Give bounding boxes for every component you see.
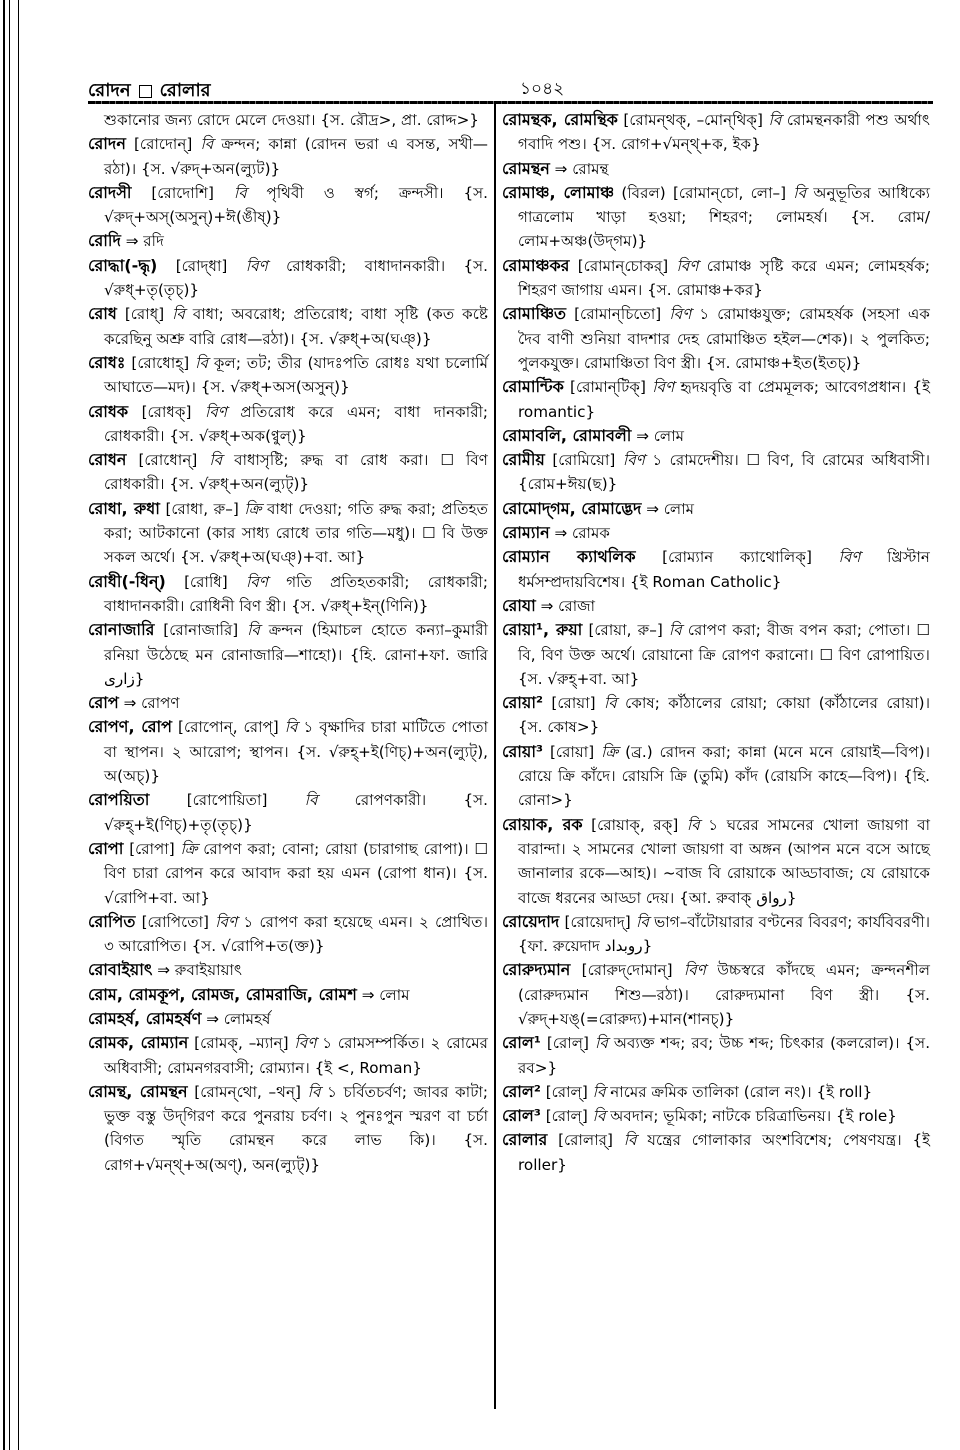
dictionary-entry: [502, 1104, 930, 1128]
part-of-speech: বিণ: [294, 1034, 317, 1053]
definition-text: যন্ত্রের গোলাকার অংশবিশেষ; পেষণযন্ত্র। {ই roller}: [518, 1131, 931, 1174]
dictionary-entry: [88, 229, 488, 253]
dictionary-entry: [88, 1007, 488, 1031]
dictionary-entry: [502, 594, 930, 618]
pronunciation: [রোল্]: [546, 1034, 589, 1053]
part-of-speech: বিণ: [245, 572, 268, 591]
part-of-speech: বি: [592, 1082, 606, 1101]
definition-text: ১ বৃক্ষাদির চারা মাটিতে পোতা বা স্থাপন। ২ আরোপ; স্থাপন। {স. √রুহ্+ই(ণিচ্)+অন(ল্যুট্), অ(অচ্)}: [104, 718, 489, 786]
definition-text: ক্রন্দন (হিমাচল হোতে কন্যা–কুমারী রনিয়া উঠেছে মন রোনাজারি—শাহো)। {হি. রোনা+ফা. জারি زاری}: [104, 621, 489, 688]
definition-text: প্রতিরোধ করে এমন; বাধা দানকারী; রোধকারী। {স. √রুধ্+অক(ণ্বুল্)}: [104, 402, 489, 445]
header-rule: [88, 101, 933, 104]
part-of-speech: বিণ: [683, 961, 706, 980]
headword: রোমীয়: [502, 450, 545, 470]
headword: রোমাবলি, রোমাবলী: [502, 425, 632, 445]
headword: রোমক, রোম্যান: [88, 1033, 189, 1053]
headword: রোদ্ধা(-দ্ধৃ): [88, 255, 158, 275]
dictionary-entry: [502, 691, 930, 740]
part-of-speech: বিণ: [676, 256, 699, 275]
pronunciation: [রোমান্‌চিতো]: [574, 305, 662, 324]
definition-text: (ব্র.) রোদন করা; কান্না (মনে মনে রোয়াই—বিপ)। রোয়ে ক্রি কাঁদে। রোয়সি ক্রি (তুমি) কাঁদ (রোয়সি কাহে—বিপ)। {হি. রোনা>}: [518, 742, 931, 810]
headword: রোলার: [502, 1130, 548, 1150]
definition-text: ১ চর্বিতচর্বণ; জাবর কাটা; ভুক্ত বস্তু উদ্‌গিরণ করে পুনরায় চর্বণ। ২ পুনঃপুন স্মরণ বা চর্চা (বিগত স্মৃতি রোমন্থন করে লাভ কি)। {স. রোগ+√মন্থ্+অ(অণ্), অন(ল্যুট্)}: [104, 1082, 489, 1174]
headword: রোযা: [502, 595, 536, 615]
definition-text: ⇒ রুবাইয়ায়াৎ: [157, 961, 243, 980]
dictionary-entry: [502, 545, 930, 594]
headword: রোয়া²: [502, 693, 544, 713]
pronunciation: [রোপোয়িতা]: [186, 791, 268, 810]
headword: রোধা, রুধা: [88, 498, 160, 518]
part-of-speech: বি: [172, 305, 185, 324]
headword: রোম্যান ক্যাথলিক: [502, 547, 636, 567]
pronunciation: [রোধক্]: [141, 402, 192, 421]
definition-text: ১ রোমসম্পর্কিত। ২ রোমের অধিবাসী; রোমনগরবাসী; রোম্যান। {ই <, Roman}: [104, 1034, 489, 1077]
definition-text: ⇒ রোমন্থ: [554, 159, 609, 178]
part-of-speech: বি: [209, 451, 223, 470]
dictionary-entry: [88, 910, 488, 959]
definition-text: ১ রোমাঞ্চযুক্ত; রোমহর্ষক (সহসা এক দৈব বাণী শুনিয়া বাদশার দেহ রোমাঞ্চিত হইল—শেক)। ২ পুলকিত; পুলকযুক্ত। রোমাঞ্চিতা বিণ স্ত্রী। {স. রোমাঞ্চ+ইত(ইতচ্)}: [518, 305, 931, 372]
definition-text: ⇒ রোজা: [540, 596, 596, 615]
part-of-speech: বি: [623, 1131, 637, 1150]
pronunciation: [রোলার্]: [558, 1131, 613, 1150]
pronunciation: [রোয়েদাদ্]: [564, 912, 631, 931]
definition-text: বাধা; অবরোধ; প্রতিরোধ; বাধা সৃষ্টি (কত কষ্টে করেছিনু অশ্রু বারি রোধ—রঠা)। {স. √রুধ্+অ(ঘঞ্)}: [104, 305, 489, 348]
headword: রোপণ, রোপ: [88, 717, 173, 737]
pronunciation: [রোধি]: [184, 572, 228, 591]
definition-text: অনুভূতির আধিক্যে গাত্রলোম খাড়া হওয়া; শিহরণ; লোমহর্ষ। {স. রোম/লোম+অঞ্চ(উদ্‌গম)}: [518, 183, 931, 251]
definition-text: বাধা দেওয়া; গতি রুদ্ধ করা; প্রতিহত করা; আটকানো (কার সাধ্য রোধে তার গতি—মধু)। ☐ বি উক্ত সকল অর্থে। {স. √রুধ্+অ(ঘঞ্)+বা. আ}: [104, 499, 488, 567]
dictionary-entry: [502, 157, 930, 181]
dictionary-entry: [502, 813, 930, 910]
definition-text: ⇒ লোম: [646, 499, 695, 518]
headword: রোধক: [88, 401, 129, 421]
headword: রোমাঞ্চিত: [502, 304, 567, 324]
dictionary-entry: [88, 302, 488, 351]
headword: রোয়া³: [502, 741, 544, 761]
headword: রোদি: [88, 231, 121, 251]
part-of-speech: বি: [233, 183, 247, 202]
dictionary-entry: [88, 715, 488, 788]
dictionary-entry: [88, 570, 488, 619]
part-of-speech: বি: [592, 1107, 606, 1126]
definition-text: ⇒ রোপণ: [123, 694, 180, 713]
headword: রোয়াক, রক: [502, 814, 583, 834]
pronunciation: [রোল্]: [545, 1107, 588, 1126]
headword: রোরুদ্যমান: [502, 960, 571, 980]
dictionary-entry: [502, 448, 930, 497]
dictionary-entry: [502, 181, 930, 254]
page-header: [88, 76, 933, 101]
headword: রোপিত: [88, 911, 136, 931]
definition-text: ১ ঘরের সামনের খোলা জায়গা বা বারান্দা। ২ সামনের খোলা জায়গা বা অঙ্গন (আপন মনে বসে আছে জানালার রকে—আহ)। ~বাজ বি রোয়াকে আড্ডাবাজ; যে রোয়াকে বাজে ধরনের আড্ডা দেয়। {আ. রুবাক্ رواق}: [518, 815, 931, 907]
dictionary-entry: [502, 740, 930, 813]
dictionary-entry: [88, 983, 488, 1007]
part-of-speech: বিণ: [669, 305, 692, 324]
definition-text: রোপণ করা; বীজ বপন করা; পোতা। ☐ বি, বিণ উক্ত অর্থে। রোয়ানো ক্রি রোপণ করানো। ☐ বিণ রোপায়িত। {স. √রুহ্+বা. আ}: [518, 621, 931, 688]
dictionary-entry: [502, 302, 930, 375]
headword: রোমহর্ষ, রোমহর্ষণ: [88, 1008, 202, 1028]
pronunciation: [রোরুদ্‌দোমান্]: [581, 961, 673, 980]
part-of-speech: বিণ: [652, 378, 675, 397]
dictionary-entry: [502, 1128, 930, 1177]
definition-text: বাধাসৃষ্টি; রুদ্ধ বা রোধ করা। ☐ বিণ রোধকারী। {স. √রুধ্+অন(ল্যুট্)}: [104, 451, 488, 494]
dictionary-entry: [502, 958, 930, 1031]
definition-text: ১ রোপণ করা হয়েছে এমন। ২ প্রোথিত। ৩ আরোপিত। {স. √রোপি+ত(ক্ত)}: [104, 912, 489, 956]
pronunciation: [রোপিতো]: [141, 912, 209, 931]
dictionary-entry: [88, 400, 488, 449]
headword: রোমন্থন: [502, 158, 550, 178]
definition-text: অবদান; ভূমিকা; নাটকে চরিত্রাভিনয়। {ই role}: [610, 1107, 897, 1126]
definition-text: খ্রিস্টান ধর্মসম্প্রদায়বিশেষ। {ই Roman Catholic}: [518, 548, 930, 591]
dictionary-entry: [88, 1080, 488, 1177]
pronunciation: [রোয়া]: [550, 742, 595, 761]
part-of-speech: বি: [307, 1082, 321, 1101]
definition-text: ⇒ লোমহর্ষ: [206, 1009, 271, 1028]
part-of-speech: ক্রি: [180, 839, 198, 858]
left-column: [88, 108, 488, 1177]
dictionary-entry: [502, 108, 930, 157]
pronunciation: [রোম্যান ক্যাথোলিক্]: [662, 548, 812, 567]
definition-text: ⇒ রদি: [125, 232, 164, 251]
dictionary-entry: [502, 1031, 930, 1080]
dictionary-entry: [88, 497, 488, 570]
headword: রোদন: [88, 134, 126, 154]
page-number: ১০৪২: [520, 79, 565, 99]
headword: রোধী(-ধিন্): [88, 571, 166, 591]
part-of-speech: বিণ: [204, 402, 227, 421]
square-separator-icon: [139, 85, 152, 98]
dictionary-entry: [88, 1031, 488, 1080]
definition-text: কোষ; কাঁঠালের রোয়া; কোয়া (কাঁঠালের রোয়া)। {স. কোষ>}: [518, 694, 931, 737]
pronunciation: [রোধোন্]: [138, 451, 198, 470]
part-of-speech: বিণ: [838, 548, 861, 567]
dictionary-entry: [88, 448, 488, 497]
dictionary-entry: [88, 618, 488, 691]
pronunciation: [রোদোশি]: [151, 183, 214, 202]
headword: রোপয়িতা: [88, 790, 150, 810]
headword: রোয়া¹, রুয়া: [502, 620, 583, 640]
part-of-speech: বি: [200, 135, 214, 154]
right-column: [502, 108, 930, 1177]
headword: রোয়েদাদ: [502, 911, 560, 931]
headword: রোল¹: [502, 1033, 541, 1053]
headword: রোধ: [88, 304, 117, 324]
dictionary-entry: [502, 618, 930, 691]
definition-text: নামের ক্রমিক তালিকা (রোল নং)। {ই roll}: [610, 1082, 873, 1101]
dictionary-entry: [502, 1080, 930, 1104]
part-of-speech: বি: [603, 694, 617, 713]
pronunciation: [রোমিয়ো]: [552, 451, 616, 470]
headword: রোল²: [502, 1081, 541, 1101]
pronunciation: [রোয়া]: [551, 694, 596, 713]
dictionary-entry: [88, 788, 488, 837]
definition-text: শুকানোর জন্য রোদে মেলে দেওয়া। {স. রৌদ্র>, প্রা. রোদ্দ>}: [104, 111, 479, 129]
dictionary-entry: [88, 837, 488, 910]
definition-text: অব্যক্ত শব্দ; রব; উচ্চ শব্দ; চিৎকার (কলরোল)। {স. রব>}: [518, 1034, 931, 1077]
headword: রোমাঞ্চকর: [502, 255, 570, 275]
definition-text: ⇒ লোম: [361, 985, 410, 1004]
definition-text: রোধকারী; বাধাদানকারী। {স. √রুধ্+তৃ(তৃচ্)}: [104, 256, 489, 300]
headword: রোমন্থক, রোমন্থিক: [502, 110, 618, 129]
scan-edge-line: [3, 0, 5, 1450]
scan-edge-line: [18, 0, 19, 1450]
pronunciation: [রোধা, রু–]: [165, 499, 239, 518]
definition-text: ১ রোমদেশীয়। ☐ বিণ, বি রোমের অধিবাসী। {রোম+ঈয়(ছ)}: [518, 451, 931, 494]
headword: রোমোদ্‌গম, রোমাদ্ভেদ: [502, 498, 642, 518]
pronunciation: [রোধোহ্]: [131, 353, 190, 372]
part-of-speech: বি: [195, 353, 208, 372]
part-of-speech: বি: [284, 718, 298, 737]
pronunciation: [রোল্]: [545, 1082, 588, 1101]
part-of-speech: বিণ: [622, 451, 645, 470]
dictionary-entry: [88, 254, 488, 303]
dictionary-entry: [502, 497, 930, 521]
pronunciation: [রোমন্‌থক্, –মোন্‌থিক্]: [623, 111, 763, 129]
column-divider: [494, 104, 496, 1409]
pronunciation: [রোনাজারি]: [163, 621, 239, 640]
definition-text: ⇒ লোম: [636, 426, 685, 445]
definition-text: রোপণ করা; বোনা; রোয়া (চারাগাছ রোপা)। ☐ বিণ চারা রোপন করে আবাদ করা হয় এমন (রোপা ধান)। {স. √রোপি+বা. আ}: [104, 839, 489, 907]
dictionary-entry: [502, 424, 930, 448]
pronunciation: [রোদ্‌ধা]: [175, 256, 228, 275]
part-of-speech: বিণ: [215, 912, 238, 931]
part-of-speech: বি: [793, 183, 807, 202]
headword: রোম্যান: [502, 523, 550, 543]
headword: রোমান্টিক: [502, 377, 564, 397]
definition-text: কূল; তট; তীর (যাদঃপতি রোধঃ যথা চলোর্মি আঘাতে—মদ)। {স. √রুধ্+অস(অসুন্)}: [104, 353, 489, 397]
pronunciation: [রোমান্‌চোকর্]: [577, 256, 669, 275]
definition-text: গতি প্রতিহতকারী; রোধকারী; বাধাদানকারী। রোধিনী বিণ স্ত্রী। {স. √রুধ্+ইন্(ণিনি)}: [104, 572, 488, 615]
headword: রোপ: [88, 693, 119, 713]
headword: রোমন্থ, রোমন্থন: [88, 1081, 188, 1101]
dictionary-entry: [502, 254, 930, 303]
pronunciation: [রোমন্‌থো, –থন্]: [194, 1082, 301, 1101]
definition-text: ভাগ–বাঁটোয়ারার বণ্টনের বিবরণ; কার্যবিবরণী। {ফা. রুয়েদাদ روبداد}: [518, 912, 931, 956]
pronunciation: [রোদোন্]: [134, 135, 193, 154]
pronunciation: [রোয়া, রু–]: [588, 621, 663, 640]
dictionary-entry: [88, 351, 488, 400]
entry-continuation: [88, 108, 488, 132]
headword: রোম, রোমকূপ, রোমজ, রোমরাজি, রোমশ: [88, 984, 357, 1004]
pronunciation: [রোপোন্, রোপ্]: [178, 718, 279, 737]
guide-word-last: রোলার: [159, 80, 211, 101]
definition-text: উচ্চস্বরে কাঁদছে এমন; ক্রন্দনশীল (রোরুদ্যমান শিশু—রঠা)। রোরুদ্যমানা বিণ স্ত্রী। {স. √রুদ্+যঙ্(=রোরুদ্য)+মান(শানচ্)}: [518, 961, 931, 1028]
dictionary-entry: [88, 958, 488, 982]
headword: রোবাইয়াৎ: [88, 960, 153, 980]
scan-edge-line: [9, 0, 10, 1450]
definition-text: রোমন্থনকারী পশু অর্থাৎ গবাদি পশু। {স. রোগ+√মন্থ্+ক, ইক}: [518, 111, 930, 154]
part-of-speech: বি: [247, 621, 260, 640]
part-of-speech: বি: [686, 815, 700, 834]
part-of-speech: বি: [768, 111, 782, 129]
part-of-speech: বি: [595, 1034, 608, 1053]
definition-text: ক্রন্দন; কান্না (রোদন ভরা এ বসন্ত, সখী—রঠা)। {স. √রুদ্+অন(ল্যুট)}: [104, 135, 488, 178]
headword: রোধঃ: [88, 352, 126, 372]
definition-text: রোপণকারী। {স. √রুহ্+ই(ণিচ্)+তৃ(তৃচ্)}: [104, 791, 488, 834]
pronunciation: [রোপা]: [129, 839, 175, 858]
pronunciation: [রোধ্]: [124, 305, 165, 324]
definition-text: হৃদয়বৃত্তি বা প্রেমমূলক; আবেগপ্রধান। {ই romantic}: [518, 378, 931, 421]
headword: রোপা: [88, 838, 124, 858]
dictionary-entry: [88, 691, 488, 715]
definition-text: ⇒ রোমক: [554, 524, 611, 543]
pronunciation: [রোয়াক্, রক্]: [591, 815, 679, 834]
part-of-speech: ক্রি: [601, 742, 619, 761]
headword: রোনাজারি: [88, 620, 155, 640]
headword: রোমাঞ্চ, লোমাঞ্চ: [502, 182, 615, 202]
guide-word-first: রোদন: [88, 80, 131, 101]
headword: রোদসী: [88, 182, 132, 202]
part-of-speech: ক্রি: [244, 499, 262, 518]
dictionary-entry: [502, 521, 930, 545]
pronunciation: (বিরল) [রোমান্‌চো, লো–]: [621, 183, 787, 202]
dictionary-entry: [88, 132, 488, 181]
definition-text: পৃথিবী ও স্বর্গ; ক্রন্দসী। {স. √রুদ্+অস্(অসুন্)+ঈ(ঙীষ্)}: [104, 183, 489, 227]
part-of-speech: বি: [635, 912, 649, 931]
headword: রোল³: [502, 1106, 541, 1126]
part-of-speech: বি: [304, 791, 318, 810]
pronunciation: [রোমান্‌টিক্]: [570, 378, 646, 397]
dictionary-entry: [502, 375, 930, 424]
definition-text: রোমাঞ্চ সৃষ্টি করে এমন; লোমহর্ষক; শিহরণ জাগায় এমন। {স. রোমাঞ্চ+কর}: [518, 256, 931, 300]
dictionary-entry: [88, 181, 488, 230]
headword: রোধন: [88, 450, 127, 470]
part-of-speech: বি: [668, 621, 682, 640]
pronunciation: [রোমক্, –ম্যান্]: [194, 1034, 289, 1053]
dictionary-entry: [502, 910, 930, 959]
part-of-speech: বিণ: [245, 256, 268, 275]
